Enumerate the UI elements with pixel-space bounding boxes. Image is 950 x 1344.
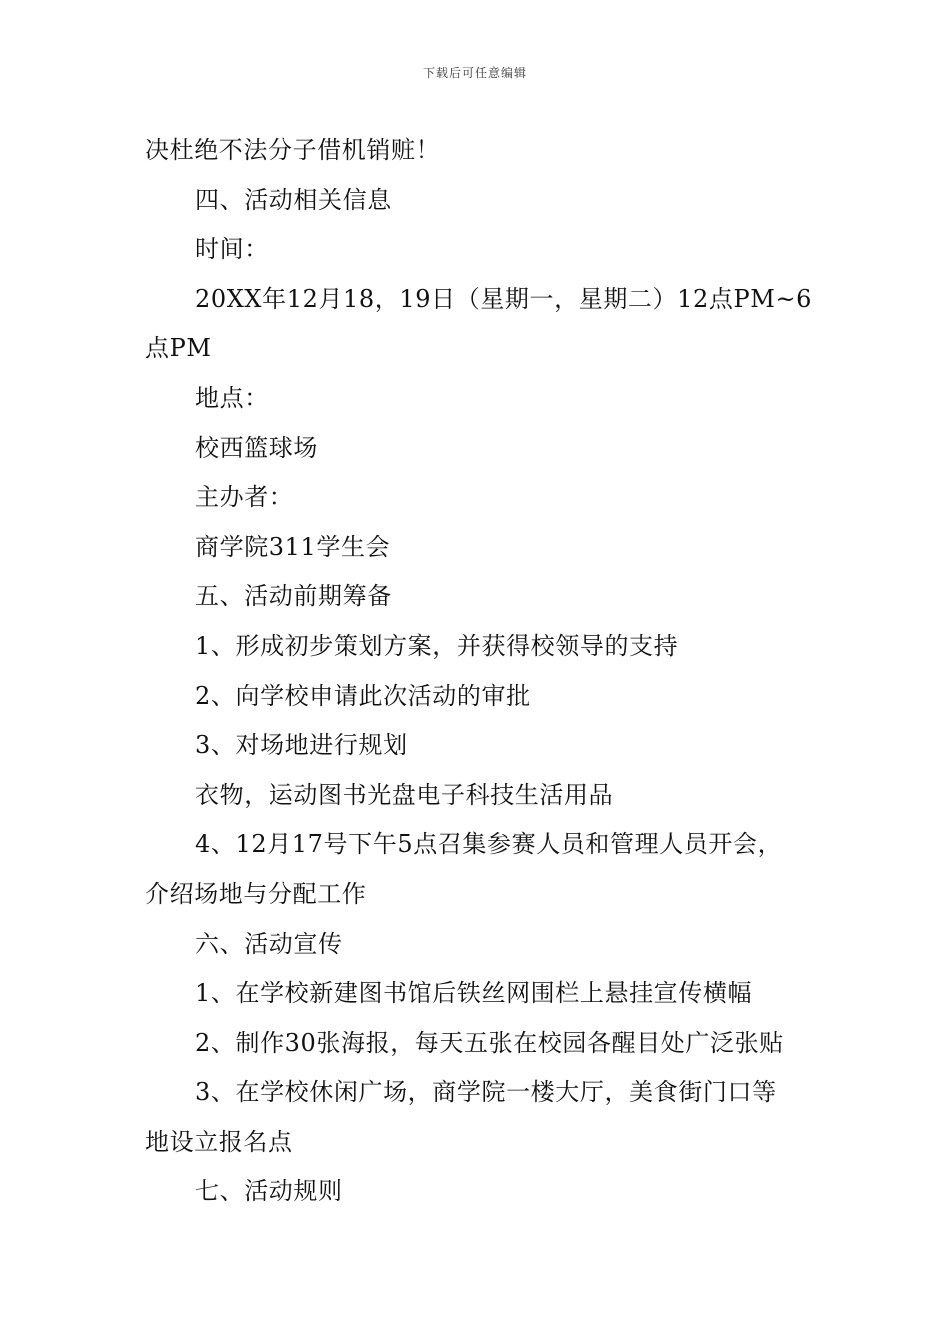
list-item-wrapped xyxy=(145,820,813,919)
list-item-wrapped xyxy=(145,1068,813,1167)
field-value: 商学院311学生会 xyxy=(195,532,391,561)
field-label: 主办者： xyxy=(195,483,294,512)
paragraph-line: 20XX年12月18，19日（星期一，星期二）12点PM~6 xyxy=(195,284,812,313)
paragraph-line: 地设立报名点 xyxy=(145,1127,293,1156)
field-label: 地点： xyxy=(195,383,269,412)
document-body xyxy=(145,126,813,1217)
section-heading: 七、活动规则 xyxy=(195,1177,343,1206)
paragraph-wrapped xyxy=(145,275,813,374)
paragraph-line: 点PM xyxy=(145,334,212,363)
paragraph-line: 3、在学校休闲广场，商学院一楼大厅，美食街门口等 xyxy=(195,1078,777,1107)
paragraph-line: 介绍场地与分配工作 xyxy=(145,879,367,908)
section-heading: 五、活动前期筹备 xyxy=(195,582,392,611)
paragraph: 决杜绝不法分子借机销赃！ xyxy=(145,136,441,164)
list-item: 2、向学校申请此次活动的审批 xyxy=(195,681,531,710)
list-item: 1、在学校新建图书馆后铁丝网围栏上悬挂宣传横幅 xyxy=(195,979,753,1008)
section-heading: 六、活动宣传 xyxy=(195,929,343,958)
paragraph: 衣物，运动图书光盘电子科技生活用品 xyxy=(195,780,614,809)
list-item: 2、制作30张海报，每天五张在校园各醒目处广泛张贴 xyxy=(195,1028,784,1057)
field-value: 校西篮球场 xyxy=(195,433,318,462)
list-item: 3、对场地进行规划 xyxy=(195,731,408,760)
field-label: 时间： xyxy=(195,235,269,264)
paragraph-line: 4、12月17号下午5点召集参赛人员和管理人员开会， xyxy=(195,830,783,859)
list-item: 1、形成初步策划方案，并获得校领导的支持 xyxy=(195,631,679,660)
page-header: 下载后可任意编辑 xyxy=(422,66,527,80)
section-heading: 四、活动相关信息 xyxy=(195,185,392,214)
